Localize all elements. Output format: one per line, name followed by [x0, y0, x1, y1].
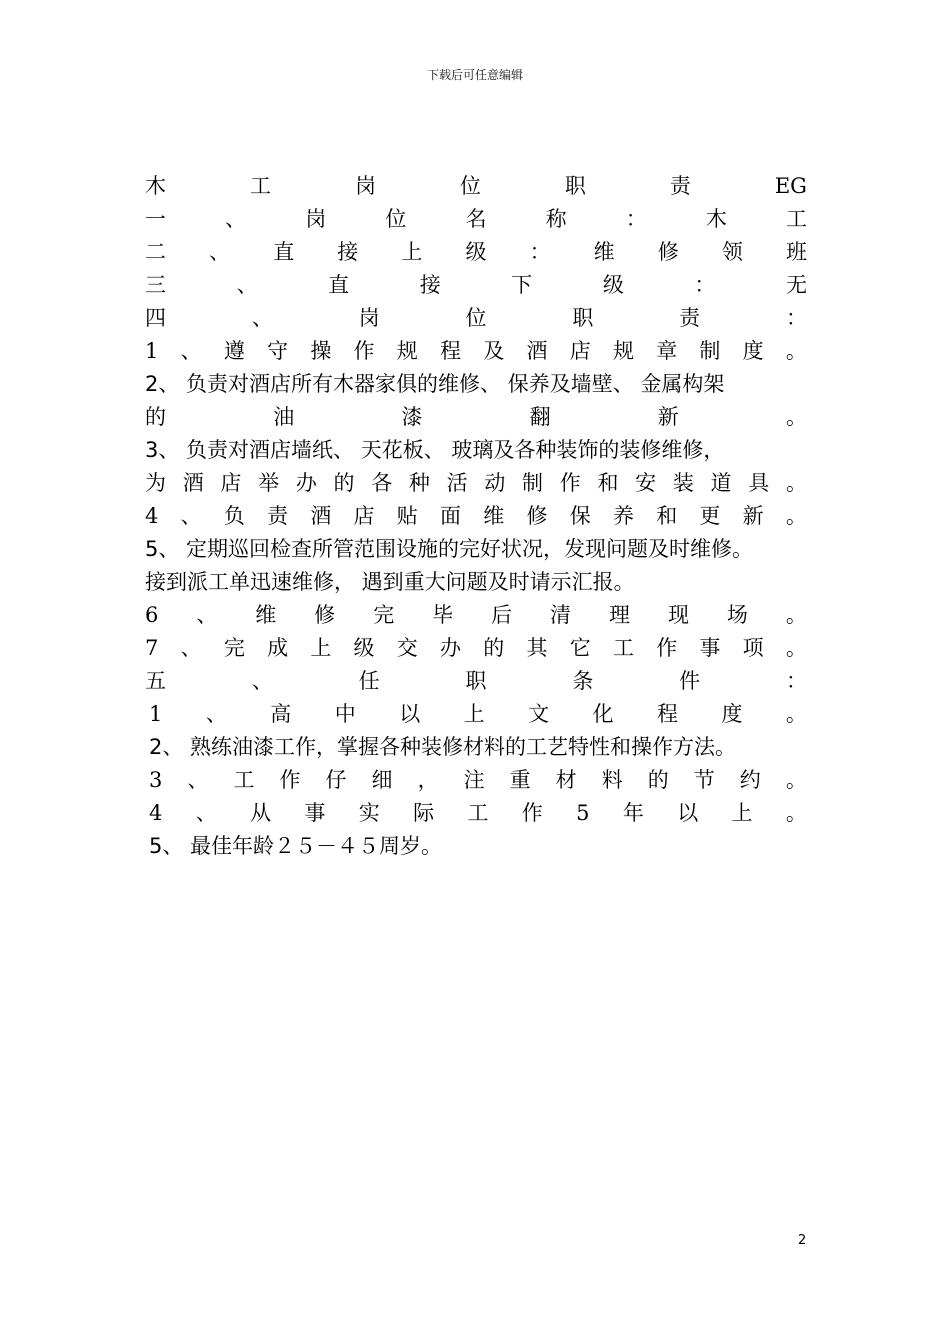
line-glyph: 、 [236, 273, 258, 297]
document-line [145, 797, 807, 830]
line-glyph: 接 [337, 240, 359, 264]
line-glyph: 办 [295, 471, 317, 495]
line-glyph: 上 [731, 801, 753, 825]
line-glyph: 节 [693, 768, 715, 792]
line-glyph: 制 [699, 339, 721, 363]
line-glyph: 年 [622, 801, 644, 825]
line-glyph: 以 [677, 801, 699, 825]
line-glyph: 章 [656, 339, 678, 363]
line-glyph: 木 [705, 207, 727, 231]
line-glyph: 、 [180, 339, 202, 363]
line-glyph: 直 [273, 240, 295, 264]
line-glyph: 名 [465, 207, 487, 231]
document-line [145, 665, 807, 698]
page-header-note: 下载后可任意编辑 [426, 68, 523, 82]
line-glyph: 修 [526, 504, 548, 528]
line-glyph: 、 [251, 306, 273, 330]
line-glyph: 理 [609, 603, 630, 627]
document-line [145, 401, 807, 434]
line-glyph: 。 [785, 603, 807, 627]
line-glyph: 其 [526, 636, 548, 660]
line-glyph: 现 [667, 603, 689, 627]
line-glyph: 。 [785, 636, 807, 660]
line-glyph: 安 [635, 471, 657, 495]
line-glyph: 领 [721, 240, 743, 264]
line-glyph: 细 [371, 768, 393, 792]
line-glyph: 作 [353, 339, 375, 363]
line-glyph: 仔 [325, 768, 347, 792]
line-glyph: 上 [310, 636, 332, 660]
document-line [145, 599, 807, 632]
document-line [145, 500, 807, 533]
line-glyph: 修 [314, 603, 336, 627]
line-glyph: 级 [353, 636, 375, 660]
line-glyph: 、 [205, 702, 227, 726]
document-line [145, 203, 807, 236]
line-glyph: 责 [669, 174, 691, 198]
document-line: 3、 负责对酒店墙纸、 天花板、 玻璃及各种装饰的装修维修， [145, 438, 725, 462]
line-glyph: 文 [528, 702, 550, 726]
line-glyph: 维 [483, 504, 505, 528]
line-glyph: 作 [656, 636, 678, 660]
line-glyph: 。 [785, 702, 807, 726]
line-glyph: 。 [785, 768, 807, 792]
line-glyph: 工 [233, 768, 255, 792]
line-glyph: 材 [555, 768, 577, 792]
line-glyph: 职 [465, 669, 487, 693]
line-glyph: 动 [484, 471, 506, 495]
document-line [145, 698, 807, 731]
line-glyph: 1 [149, 702, 163, 726]
line-glyph: ， [417, 768, 439, 792]
line-glyph: 。 [785, 471, 807, 495]
line-glyph: 面 [440, 504, 462, 528]
line-glyph: 守 [267, 339, 289, 363]
line-glyph: 。 [785, 504, 807, 528]
document-body [145, 170, 807, 863]
line-glyph: 岗 [358, 306, 380, 330]
line-glyph: 3 [149, 768, 163, 792]
line-glyph: 维 [255, 603, 277, 627]
line-glyph: EG [774, 174, 807, 198]
line-glyph: 的 [647, 768, 669, 792]
line-glyph: 、 [180, 504, 202, 528]
line-glyph: 四 [145, 306, 166, 330]
line-glyph: 。 [785, 405, 807, 429]
line-glyph: ： [785, 306, 807, 330]
document-line [145, 302, 807, 335]
line-glyph: 际 [413, 801, 435, 825]
line-glyph: 保 [569, 504, 591, 528]
line-glyph: 任 [358, 669, 380, 693]
line-glyph: 作 [521, 801, 543, 825]
line-glyph: 岗 [354, 174, 376, 198]
line-glyph: 工 [612, 636, 634, 660]
line-glyph: 程 [440, 339, 462, 363]
document-line [145, 170, 807, 203]
line-glyph: 以 [399, 702, 421, 726]
line-glyph: 中 [334, 702, 356, 726]
document-line [145, 269, 807, 302]
document-line: 2、 熟练油漆工作，掌握各种装修材料的工艺特性和操作方法。 [149, 735, 737, 759]
line-glyph: 直 [328, 273, 350, 297]
line-glyph: 店 [569, 339, 591, 363]
line-glyph: 4 [149, 801, 163, 825]
line-glyph: 制 [522, 471, 544, 495]
line-glyph: 后 [491, 603, 513, 627]
line-glyph: 条 [572, 669, 594, 693]
line-glyph: 、 [196, 603, 218, 627]
line-glyph: 更 [699, 504, 721, 528]
document-line: 2、 负责对酒店所有木器家俱的维修、 保养及墙壁、 金属构架 [145, 372, 725, 396]
line-glyph: 位 [385, 207, 407, 231]
line-glyph: 它 [569, 636, 591, 660]
line-glyph: 料 [601, 768, 623, 792]
line-glyph: 为 [145, 471, 166, 495]
line-glyph: 装 [672, 471, 694, 495]
line-glyph: 6 [145, 603, 159, 627]
line-glyph: 新 [657, 405, 679, 429]
line-glyph: 工 [467, 801, 489, 825]
line-glyph: 酒 [182, 471, 204, 495]
line-glyph: 油 [273, 405, 295, 429]
page-number: 2 [798, 1233, 807, 1248]
line-glyph: 规 [612, 339, 634, 363]
line-glyph: 活 [446, 471, 468, 495]
line-glyph: 责 [679, 306, 701, 330]
line-glyph: 下 [511, 273, 533, 297]
line-glyph: 注 [463, 768, 485, 792]
document-line [145, 335, 807, 368]
line-glyph: 工 [786, 207, 807, 231]
line-glyph: 场 [726, 603, 748, 627]
line-glyph: 无 [785, 273, 807, 297]
line-glyph: 负 [223, 504, 245, 528]
line-glyph: 、 [195, 801, 217, 825]
line-glyph: 称 [545, 207, 567, 231]
line-glyph: 从 [250, 801, 272, 825]
line-glyph: 毕 [432, 603, 454, 627]
line-glyph: 职 [564, 174, 586, 198]
line-glyph: 职 [572, 306, 594, 330]
line-glyph: ： [529, 240, 551, 264]
line-glyph: 和 [656, 504, 678, 528]
document-line [145, 764, 807, 797]
line-glyph: 新 [742, 504, 764, 528]
line-glyph: 度 [742, 339, 764, 363]
line-glyph: 各 [371, 471, 393, 495]
line-glyph: 作 [559, 471, 581, 495]
line-glyph: ： [694, 273, 716, 297]
line-glyph: 道 [710, 471, 732, 495]
document-line [145, 236, 807, 269]
line-glyph: 、 [225, 207, 247, 231]
line-glyph: 上 [401, 240, 423, 264]
line-glyph: 的 [145, 405, 166, 429]
line-glyph: 位 [465, 306, 487, 330]
line-glyph: 约 [739, 768, 761, 792]
line-glyph: 交 [396, 636, 418, 660]
line-glyph: 二 [145, 240, 166, 264]
line-glyph: 事 [304, 801, 326, 825]
line-glyph: 5 [576, 801, 590, 825]
line-glyph: 项 [742, 636, 764, 660]
line-glyph: ： [785, 669, 807, 693]
line-glyph: 上 [463, 702, 485, 726]
line-glyph: 清 [550, 603, 572, 627]
line-glyph: 级 [465, 240, 487, 264]
line-glyph: 重 [509, 768, 531, 792]
line-glyph: 种 [408, 471, 430, 495]
line-glyph: 酒 [310, 504, 332, 528]
document-line: 接到派工单迅速维修， 遇到重大问题及时请示汇报。 [145, 570, 635, 594]
line-glyph: 、 [187, 768, 209, 792]
line-glyph: 维 [593, 240, 615, 264]
line-glyph: 三 [145, 273, 166, 297]
line-glyph: 程 [657, 702, 678, 726]
line-glyph: 工 [249, 174, 271, 198]
line-glyph: 。 [785, 801, 807, 825]
line-glyph: 4 [145, 504, 159, 528]
document-line: 5、 定期巡回检查所管范围设施的完好状况，发现问题及时维修。 [145, 537, 754, 561]
line-glyph: 五 [145, 669, 166, 693]
line-glyph: 完 [373, 603, 395, 627]
line-glyph: 的 [333, 471, 355, 495]
line-glyph: 规 [396, 339, 418, 363]
line-glyph: 一 [145, 207, 166, 231]
line-glyph: 养 [612, 504, 634, 528]
line-glyph: 和 [597, 471, 619, 495]
line-glyph: 办 [440, 636, 462, 660]
line-glyph: 7 [145, 636, 159, 660]
line-glyph: 岗 [305, 207, 327, 231]
line-glyph: 度 [721, 702, 743, 726]
line-glyph: 遵 [223, 339, 245, 363]
line-glyph: 的 [483, 636, 505, 660]
line-glyph: 成 [267, 636, 289, 660]
line-glyph: 漆 [401, 405, 423, 429]
line-glyph: 件 [679, 669, 701, 693]
line-glyph: 木 [145, 174, 166, 198]
document-line [145, 467, 807, 500]
line-glyph: 。 [785, 339, 807, 363]
line-glyph: ： [625, 207, 647, 231]
document-line: 5、 最佳年龄２５－４５周岁。 [149, 834, 443, 858]
line-glyph: 店 [353, 504, 375, 528]
line-glyph: 责 [267, 504, 289, 528]
line-glyph: 高 [270, 702, 292, 726]
line-glyph: 酒 [526, 339, 548, 363]
line-glyph: 位 [459, 174, 481, 198]
document-line [145, 632, 807, 665]
line-glyph: 操 [310, 339, 332, 363]
line-glyph: 修 [657, 240, 679, 264]
line-glyph: 接 [419, 273, 441, 297]
line-glyph: 作 [279, 768, 301, 792]
line-glyph: 、 [180, 636, 202, 660]
line-glyph: 、 [209, 240, 231, 264]
line-glyph: 店 [220, 471, 242, 495]
line-glyph: 实 [358, 801, 380, 825]
line-glyph: 翻 [529, 405, 551, 429]
line-glyph: 、 [251, 669, 273, 693]
line-glyph: 举 [258, 471, 280, 495]
line-glyph: 班 [785, 240, 807, 264]
line-glyph: 化 [592, 702, 614, 726]
line-glyph: 及 [483, 339, 505, 363]
line-glyph: 具 [748, 471, 770, 495]
line-glyph: 级 [602, 273, 624, 297]
line-glyph: 贴 [396, 504, 418, 528]
line-glyph: 事 [699, 636, 721, 660]
line-glyph: 1 [145, 339, 159, 363]
line-glyph: 完 [223, 636, 245, 660]
